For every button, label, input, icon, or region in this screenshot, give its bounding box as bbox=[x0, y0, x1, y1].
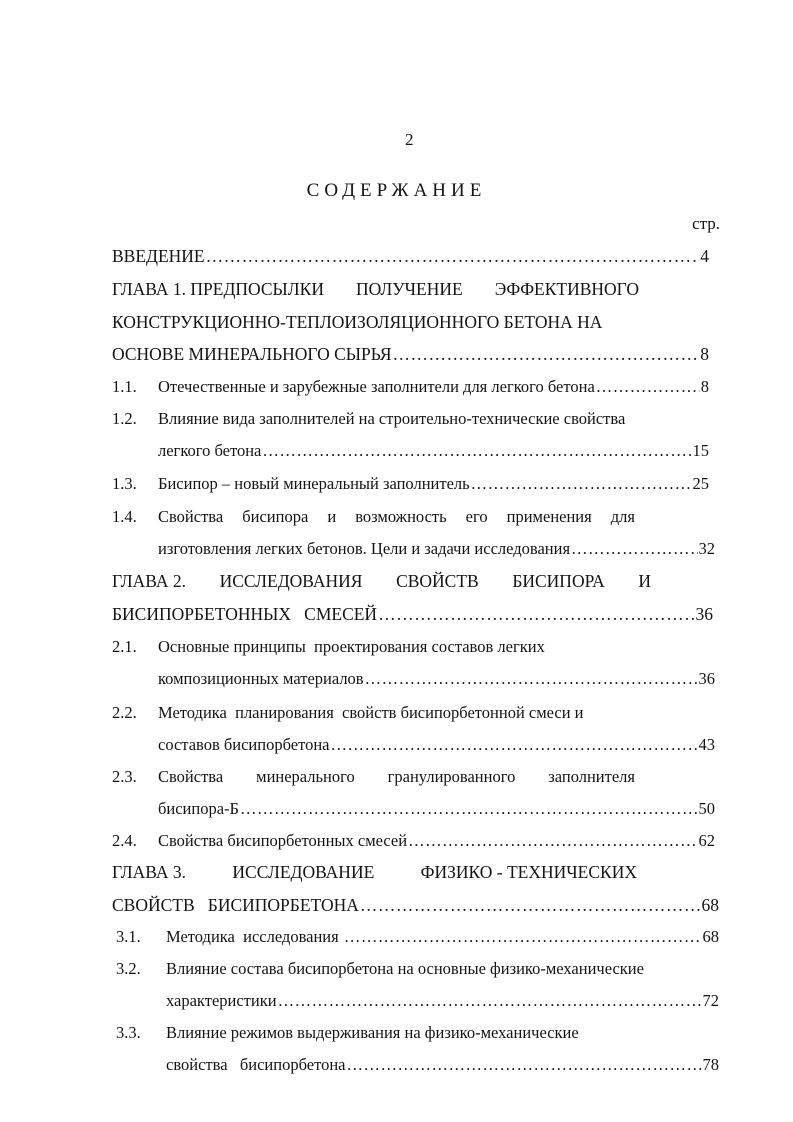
word: возможность bbox=[355, 507, 447, 526]
entry-page: 43 bbox=[698, 735, 715, 754]
chapter-3-heading-part: ИССЛЕДОВАНИЕ bbox=[232, 862, 375, 882]
entry-page: 4 bbox=[700, 246, 709, 266]
section-number: 3.3. bbox=[116, 1023, 141, 1042]
chapter-3-heading-part: ФИЗИКО - ТЕХНИЧЕСКИХ bbox=[420, 862, 637, 882]
chapter-1-line-1 bbox=[112, 278, 639, 300]
entry-page: 62 bbox=[698, 831, 715, 850]
section-number: 3.2. bbox=[116, 959, 141, 978]
entry-text: композиционных материалов bbox=[158, 669, 364, 688]
leader-dots bbox=[206, 245, 700, 267]
section-number: 1.4. bbox=[112, 507, 137, 526]
toc-entry-1-2-line-2 bbox=[158, 440, 709, 462]
entry-page: 72 bbox=[702, 991, 719, 1010]
leader-dots bbox=[278, 990, 702, 1012]
page-title: СОДЕРЖАНИЕ bbox=[306, 180, 487, 201]
toc-entry-2-1-line-1: Основные принципы проектирования составов легких bbox=[158, 637, 545, 656]
toc-entry-2-4 bbox=[158, 830, 715, 852]
entry-page: 78 bbox=[702, 1055, 719, 1074]
chapter-2-heading-part: ИССЛЕДОВАНИЯ bbox=[219, 571, 363, 591]
entry-text: Бисипор – новый минеральный заполнитель bbox=[158, 474, 470, 493]
chapter-2-line-2 bbox=[112, 603, 713, 625]
entry-text: Свойства бисипорбетонных смесей bbox=[158, 831, 408, 850]
chapter-1-heading-part: ГЛАВА 1. ПРЕДПОСЫЛКИ bbox=[112, 279, 324, 299]
word: и bbox=[327, 507, 337, 526]
chapter-3-line-1 bbox=[112, 861, 637, 883]
section-number: 2.4. bbox=[112, 831, 137, 850]
word: гранулированного bbox=[387, 767, 516, 786]
word: бисипора bbox=[242, 507, 309, 526]
chapter-3-heading-part: ГЛАВА 3. bbox=[112, 862, 187, 882]
chapter-2-heading-part: И bbox=[638, 571, 651, 591]
entry-page: 32 bbox=[698, 539, 715, 558]
toc-entry-1-1 bbox=[158, 376, 709, 398]
leader-dots bbox=[347, 1054, 702, 1076]
entry-text: Методика исследования bbox=[166, 927, 343, 946]
word: для bbox=[610, 507, 635, 526]
section-number: 1.2. bbox=[112, 409, 137, 428]
page-number: 2 bbox=[405, 130, 414, 149]
section-number: 1.1. bbox=[112, 377, 137, 396]
chapter-1-line-2: КОНСТРУКЦИОННО-ТЕПЛОИЗОЛЯЦИОННОГО БЕТОНА НА bbox=[112, 312, 603, 332]
toc-entry-intro bbox=[112, 245, 709, 267]
leader-dots bbox=[596, 376, 700, 398]
toc-entry-3-2-line-2 bbox=[166, 990, 719, 1012]
toc-entry-1-3 bbox=[158, 473, 709, 495]
toc-entry-3-3-line-1: Влияние режимов выдерживания на физико-механические bbox=[166, 1023, 579, 1042]
toc-entry-2-1-line-2 bbox=[158, 668, 715, 690]
entry-page: 68 bbox=[702, 927, 719, 946]
section-number: 2.1. bbox=[112, 637, 137, 656]
entry-text: ОСНОВЕ МИНЕРАЛЬНОГО СЫРЬЯ bbox=[112, 344, 392, 364]
toc-entry-3-2-line-1: Влияние состава бисипорбетона на основные физико-механические bbox=[166, 959, 644, 978]
entry-text: БИСИПОРБЕТОННЫХ СМЕСЕЙ bbox=[112, 604, 378, 624]
section-number: 3.1. bbox=[116, 927, 141, 946]
entry-text: бисипора-Б bbox=[158, 799, 240, 818]
entry-text: легкого бетона bbox=[158, 441, 262, 460]
word: заполнителя bbox=[548, 767, 635, 786]
entry-page: 50 bbox=[698, 799, 715, 818]
entry-text: изготовления легких бетонов. Цели и задачи исследования bbox=[158, 539, 571, 558]
entry-text: ВВЕДЕНИЕ bbox=[112, 246, 205, 266]
leader-dots bbox=[365, 668, 698, 690]
leader-dots bbox=[378, 603, 694, 625]
leader-dots bbox=[571, 538, 697, 560]
word: Свойства bbox=[158, 507, 224, 526]
word: его bbox=[465, 507, 488, 526]
page-column-label: стр. bbox=[692, 214, 720, 233]
chapter-1-heading-part: ПОЛУЧЕНИЕ bbox=[356, 279, 463, 299]
chapter-2-line-1 bbox=[112, 570, 651, 592]
word: минерального bbox=[256, 767, 355, 786]
toc-entry-2-3-line-1 bbox=[158, 766, 635, 788]
section-number: 1.3. bbox=[112, 474, 137, 493]
leader-dots bbox=[393, 343, 700, 365]
toc-entry-2-3-line-2 bbox=[158, 798, 715, 820]
leader-dots bbox=[408, 830, 697, 852]
toc-entry-1-2-line-1: Влияние вида заполнителей на строительно-технические свойства bbox=[158, 409, 626, 428]
entry-text: составов бисипорбетона bbox=[158, 735, 330, 754]
entry-text: характеристики bbox=[166, 991, 277, 1010]
leader-dots bbox=[240, 798, 697, 820]
toc-entry-1-4-line-2 bbox=[158, 538, 715, 560]
section-number: 2.2. bbox=[112, 703, 137, 722]
toc-entry-2-2-line-2 bbox=[158, 734, 715, 756]
leader-dots bbox=[344, 926, 702, 948]
section-number: 2.3. bbox=[112, 767, 137, 786]
entry-page: 36 bbox=[695, 604, 713, 624]
entry-page: 36 bbox=[698, 669, 715, 688]
chapter-2-heading-part: ГЛАВА 2. bbox=[112, 571, 187, 591]
entry-text: Отечественные и зарубежные заполнители для легкого бетона bbox=[158, 377, 595, 396]
leader-dots bbox=[262, 440, 691, 462]
word: Свойства bbox=[158, 767, 224, 786]
chapter-2-heading-part: СВОЙСТВ bbox=[396, 571, 479, 591]
entry-text: свойства бисипорбетона bbox=[166, 1055, 346, 1074]
toc-entry-2-2-line-1: Методика планирования свойств бисипорбетонной смеси и bbox=[158, 703, 584, 722]
toc-entry-3-1 bbox=[166, 926, 719, 948]
entry-page: 25 bbox=[692, 474, 709, 493]
entry-page: 8 bbox=[700, 344, 709, 364]
chapter-1-line-3 bbox=[112, 343, 709, 365]
entry-page: 68 bbox=[701, 895, 719, 915]
leader-dots bbox=[471, 473, 692, 495]
entry-page: 15 bbox=[692, 441, 709, 460]
entry-text: СВОЙСТВ БИСИПОРБЕТОНА bbox=[112, 895, 359, 915]
chapter-2-heading-part: БИСИПОРА bbox=[512, 571, 605, 591]
leader-dots bbox=[331, 734, 698, 756]
chapter-3-line-2 bbox=[112, 894, 719, 916]
leader-dots bbox=[360, 894, 701, 916]
toc-entry-3-3-line-2 bbox=[166, 1054, 719, 1076]
entry-page: 8 bbox=[700, 377, 709, 396]
chapter-1-heading-part: ЭФФЕКТИВНОГО bbox=[494, 279, 639, 299]
word: применения bbox=[506, 507, 592, 526]
toc-entry-1-4-line-1 bbox=[158, 506, 635, 528]
